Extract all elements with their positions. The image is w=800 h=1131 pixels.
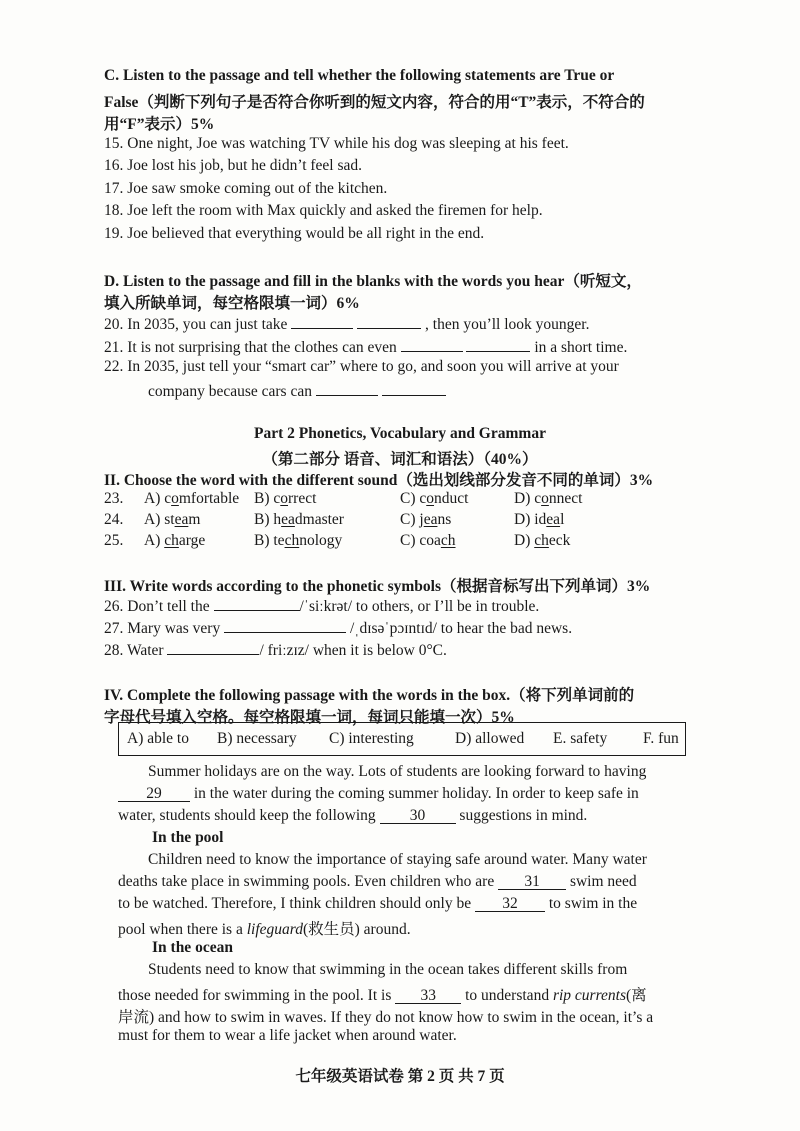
option-prefix: B) c [254,490,281,507]
underlined-letters: ch [284,532,300,549]
question-21-start: 21. It is not surprising that the clothes can even [104,339,397,356]
section-c-heading-line3: 用“F”表示）5% [104,116,215,133]
question-27-start: 27. Mary was very [104,620,221,637]
section-d-heading-line2: 填入所缺单词，每空格限填一词）6% [104,295,360,312]
option-a [144,532,205,550]
option-c [400,490,468,508]
option-prefix: D) id [514,511,547,528]
option-b [254,511,344,529]
passage-p1-line1: Summer holidays are on the way. Lots of students are looking forward to having [148,763,647,780]
underlined-letters: ea [423,511,438,528]
option-suffix: eck [548,532,571,549]
option-prefix: D) [514,532,535,549]
option-suffix: mfortable [178,490,240,507]
option-c [400,511,451,529]
part2-title: Part 2 Phonetics, Vocabulary and Grammar [254,425,546,442]
option-prefix: A) c [144,490,172,507]
option-prefix: C) c [400,490,427,507]
option-prefix: D) c [514,490,542,507]
passage-p2-line4-end: (救生员) around. [302,921,411,938]
passage-p2-line3-start: to be watched. Therefore, I think children should only be [118,895,472,912]
section-ii-heading: II. Choose the word with the different sound（选出划线部分发音不同的单词）3% [104,472,654,489]
passage-p2-line2-end: swim need [569,873,637,890]
answer-blank-20b[interactable] [357,314,421,329]
option-a [144,511,200,529]
question-20 [104,314,589,334]
option-prefix: C) j [400,511,424,528]
passage-p3-line1: Students need to know that swimming in the ocean takes different skills from [148,961,628,978]
word-option-d: D) allowed [455,730,525,747]
option-prefix: B) h [254,511,282,528]
question-20-end: , then you’ll look younger. [425,316,590,333]
answer-blank-33[interactable]: 33 [395,989,461,1004]
question-20-start: 20. In 2035, you can just take [104,316,288,333]
word-option-b: B) necessary [217,730,297,747]
option-d [514,532,570,550]
underlined-letters: ch [534,532,549,549]
underlined-letters: o [280,490,289,507]
option-d [514,511,564,529]
option-suffix: nology [299,532,343,549]
section-c-heading-line1: C. Listen to the passage and tell whether the following statements are True or [104,67,615,84]
section-iii-heading: III. Write words according to the phonetic symbols（根据音标写出下列单词）3% [104,578,651,595]
answer-blank-27[interactable] [224,618,346,633]
passage-p2-line4 [118,917,411,939]
question-22-line2 [148,381,446,401]
passage-p2-line2 [118,873,637,891]
passage-p1-line3-end: suggestions in mind. [459,807,588,824]
subheading-in-the-pool: In the pool [152,829,224,846]
passage-p2-line3-end: to swim in the [548,895,638,912]
passage-p3-line2 [118,983,647,1005]
subheading-in-the-ocean: In the ocean [152,939,233,956]
option-prefix: A) st [144,511,175,528]
term-lifeguard: lifeguard [246,921,303,938]
answer-blank-21b[interactable] [466,337,530,352]
option-prefix: B) te [254,532,285,549]
question-26-phonetic: /ˈsiːkrət/ to others, or I’ll be in trouble. [299,598,540,615]
passage-p3-line2-mid: to understand [465,987,553,1004]
underlined-letters: o [171,490,179,507]
question-22-start: company because cars can [148,383,312,400]
option-suffix: m [188,511,201,528]
answer-blank-28[interactable] [167,640,259,655]
answer-blank-26[interactable] [214,596,300,611]
answer-blank-22b[interactable] [382,381,446,396]
section-c-heading-line2: False（判断下列句子是否符合你听到的短文内容，符合的用“T”表示，不符合的 [104,94,645,111]
passage-p1-line2 [118,785,639,803]
underlined-letters: ea [281,511,295,528]
question-22-line1: 22. In 2035, just tell your “smart car” where to go, and soon you will arrive at your [104,358,619,375]
option-d [514,490,582,508]
word-option-c: C) interesting [329,730,414,747]
option-suffix: ns [437,511,452,528]
question-16: 16. Joe lost his job, but he didn’t feel sad. [104,157,363,174]
passage-p1-line2-text: in the water during the coming summer holiday. In order to keep safe in [193,785,639,802]
answer-blank-30[interactable]: 30 [380,809,456,824]
question-26 [104,596,539,616]
word-box [118,722,686,756]
passage-p3-line2-end: (离 [626,987,647,1004]
question-19: 19. Joe believed that everything would be all right in the end. [104,225,485,242]
option-suffix: dmaster [294,511,344,528]
word-option-f: F. fun [643,730,679,747]
underlined-letters: ch [164,532,179,549]
option-prefix: C) coa [400,532,441,549]
answer-blank-29[interactable]: 29 [118,787,190,802]
question-17: 17. Joe saw smoke coming out of the kitchen. [104,180,388,197]
option-suffix: l [560,511,565,528]
answer-blank-31[interactable]: 31 [498,875,566,890]
section-iv-heading-line1: IV. Complete the following passage with the words in the box.（将下列单词前的 [104,687,635,704]
section-d-heading-line1: D. Listen to the passage and fill in the blanks with the words you hear（听短文， [104,273,642,290]
underlined-letters: o [541,490,549,507]
passage-p2-line3 [118,895,637,913]
answer-blank-20a[interactable] [291,314,353,329]
term-rip-currents: rip currents [552,987,627,1004]
question-27-phonetic: /ˌdɪsəˈpɔɪntɪd/ to hear the bad news. [349,620,573,637]
option-suffix: rrect [288,490,317,507]
option-suffix: nduct [434,490,469,507]
question-27 [104,618,572,638]
question-21 [104,337,627,357]
question-number: 24. [104,511,124,528]
option-b [254,532,342,550]
page-footer: 七年级英语试卷 第 2 页 共 7 页 [295,1068,505,1085]
passage-p3-line3: 岸流) and how to swim in waves. If they do not know how to swim in the ocean, it’s a [118,1009,654,1026]
passage-p3-line2-start: those needed for swimming in the pool. It is [118,987,392,1004]
question-number: 25. [104,532,124,549]
option-suffix: arge [178,532,206,549]
word-option-a: A) able to [127,730,189,747]
underlined-letters: ea [546,511,561,528]
question-21-end: in a short time. [534,339,628,356]
answer-blank-22a[interactable] [316,381,378,396]
passage-p2-line2-start: deaths take place in swimming pools. Even children who are [118,873,495,890]
part2-subtitle: （第二部分 语音、词汇和语法）（40%） [262,451,538,468]
passage-p2-line4-start: pool when there is a [118,921,247,938]
answer-blank-32[interactable]: 32 [475,897,545,912]
question-number: 23. [104,490,124,507]
underlined-letters: ea [174,511,189,528]
question-26-start: 26. Don’t tell the [104,598,210,615]
passage-p2-line1: Children need to know the importance of staying safe around water. Many water [148,851,647,868]
underlined-letters: ch [440,532,456,549]
answer-blank-21a[interactable] [401,337,463,352]
question-28 [104,640,447,660]
passage-p3-line4: must for them to wear a life jacket when around water. [118,1027,457,1044]
underlined-letters: o [426,490,435,507]
question-18: 18. Joe left the room with Max quickly and asked the firemen for help. [104,202,543,219]
question-28-phonetic: / friːzɪz/ when it is below 0°C. [259,642,447,659]
section-iv-heading-line2: 字母代号填入空格。每空格限填一词，每词只能填一次）5% [104,709,515,726]
question-28-start: 28. Water [104,642,164,659]
option-prefix: A) [144,532,165,549]
option-a [144,490,239,508]
option-c [400,532,456,550]
word-option-e: E. safety [553,730,608,747]
passage-p1-line3 [118,807,587,825]
passage-p1-line3-start: water, students should keep the following [118,807,376,824]
question-15: 15. One night, Joe was watching TV while his dog was sleeping at his feet. [104,135,569,152]
option-suffix: nnect [548,490,583,507]
option-b [254,490,316,508]
